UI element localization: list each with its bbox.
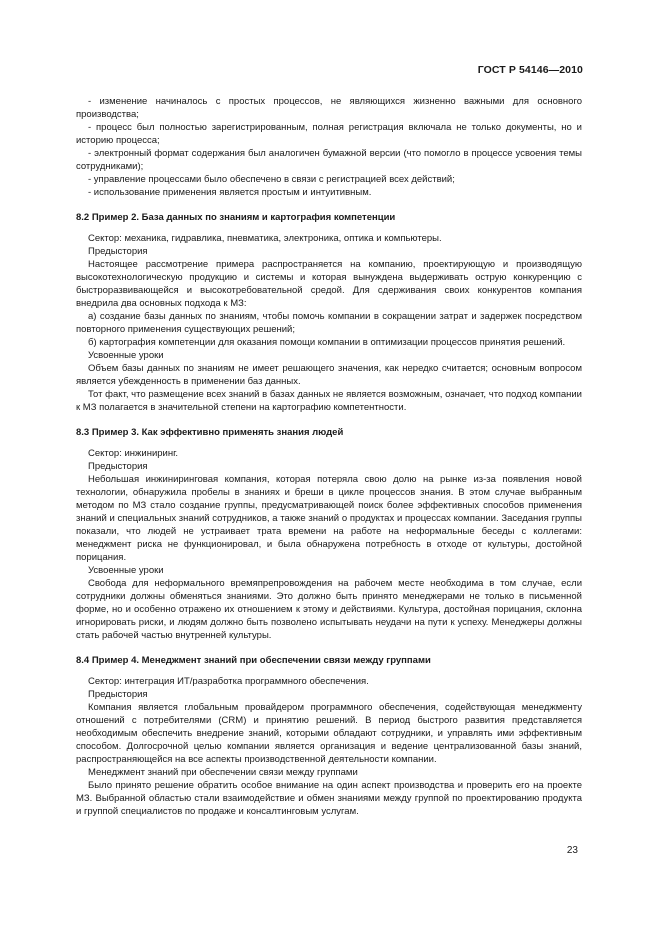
- paragraph: Компания является глобальным провайдером программного обеспечения, содействующая менеджменту отношений с потребителями (CRM) и принятию решений. В период быстрого развития представляется необходимым обеспечить внедрение знаний, которыми обладают сотрудники, и управлять ими эффективным способом. Долгосрочной целью компании является организация и ведение централизованной базы знаний, распространяющейся на все аспекты производственной деятельности компании.: [76, 702, 582, 765]
- list-item: - использование применения является простым и интуитивным.: [88, 187, 372, 198]
- paragraph: Тот факт, что размещение всех знаний в базах данных не является возможным, означает, что подход компании к МЗ полагается в значительной степени на картографию компетентности.: [76, 389, 582, 413]
- list-item: - электронный формат содержания был аналогичен бумажной версии (что помогло в процессе усвоения темы сотрудниками);: [76, 148, 582, 172]
- document-body: [76, 95, 582, 818]
- paragraph: Свобода для неформального времяпрепровождения на рабочем месте необходима в том случае, если сотрудники должны обменяться знаниями. Это должно быть принято менеджерами не только в письменной форме, но и особенно отражено их отношением к этому и действиями. Культура, достойная порицания, склонна игнорировать риски, и людям должно быть позволено испытывать неудачи на пути к успеху. Менеджеры должны стать рабочей частью внутренней культуры.: [76, 578, 582, 641]
- paragraph: Предыстория: [88, 246, 148, 257]
- list-item: - изменение начиналось с простых процессов, не являющихся жизненно важными для основного производства;: [76, 96, 582, 120]
- list-item: - управление процессами было обеспечено в связи с регистрацией всех действий;: [88, 174, 455, 185]
- list-item: - процесс был полностью зарегистрированным, полная регистрация включала не только документы, но и историю процесса;: [76, 122, 582, 146]
- paragraph: Сектор: механика, гидравлика, пневматика, электроника, оптика и компьютеры.: [88, 233, 442, 244]
- section-8-4: [76, 654, 582, 818]
- section-heading: 8.4 Пример 4. Менеджмент знаний при обеспечении связи между группами: [76, 655, 431, 666]
- standard-code-header: ГОСТ Р 54146—2010: [477, 64, 583, 76]
- page-number: 23: [566, 845, 578, 856]
- section-8-3: [76, 426, 582, 642]
- paragraph: Усвоенные уроки: [88, 350, 164, 361]
- paragraph: Усвоенные уроки: [88, 565, 164, 576]
- paragraph: Было принято решение обратить особое внимание на один аспект производства и проверить его на проекте МЗ. Выбранной областью стали взаимодействие и обмен знаниями между группой по проектированию продукта и группой специалистов по продаже и консалтинговым услугам.: [76, 780, 582, 817]
- section-8-2: [76, 211, 582, 414]
- paragraph: а) создание базы данных по знаниям, чтобы помочь компании в сокращении затрат и задержек посредством повторного применения существующих решений;: [76, 311, 582, 335]
- paragraph: Объем базы данных по знаниям не имеет решающего значения, как нередко считается; основным вопросом является убежденность в применении баз данных.: [76, 363, 582, 387]
- section-heading: 8.2 Пример 2. База данных по знаниям и картография компетенции: [76, 212, 396, 223]
- intro-list: [76, 95, 582, 199]
- paragraph: Сектор: интеграция ИТ/разработка программного обеспечения.: [88, 676, 369, 687]
- paragraph: Предыстория: [88, 689, 148, 700]
- paragraph: Предыстория: [88, 461, 148, 472]
- section-heading: 8.3 Пример 3. Как эффективно применять знания людей: [76, 427, 344, 438]
- paragraph: б) картография компетенции для оказания помощи компании в оптимизации процессов принятия решений.: [88, 337, 566, 348]
- paragraph: Настоящее рассмотрение примера распространяется на компанию, проектирующую и производящую высокотехнологическую продукцию и системы и которая вынуждена выдерживать острую конкуренцию с быстроразвивающейся и высокотребовательной средой. Для сдерживания своих конкурентов компания внедрила два основных подхода к МЗ:: [76, 259, 582, 309]
- paragraph: Сектор: инжиниринг.: [88, 448, 179, 459]
- paragraph: Менеджмент знаний при обеспечении связи между группами: [88, 767, 358, 778]
- paragraph: Небольшая инжиниринговая компания, которая потеряла свою долю на рынке из-за появления новой технологии, обнаружила пробелы в знаниях и бреши в цикле процессов знания. В этом случае выбранным методом по МЗ стало создание группы, предусматривающей поиск более эффективных способов применения знаний и специальных знаний сотрудников, а также знаний о продуктах и процессах компании. Заседания группы показали, что людей не устраивает трата времени на работе на неформальные беседы с коллегами: менеджмент риска не функционировал, и была обнаружена потребность в отходе от культуры, достойной порицания.: [76, 474, 582, 563]
